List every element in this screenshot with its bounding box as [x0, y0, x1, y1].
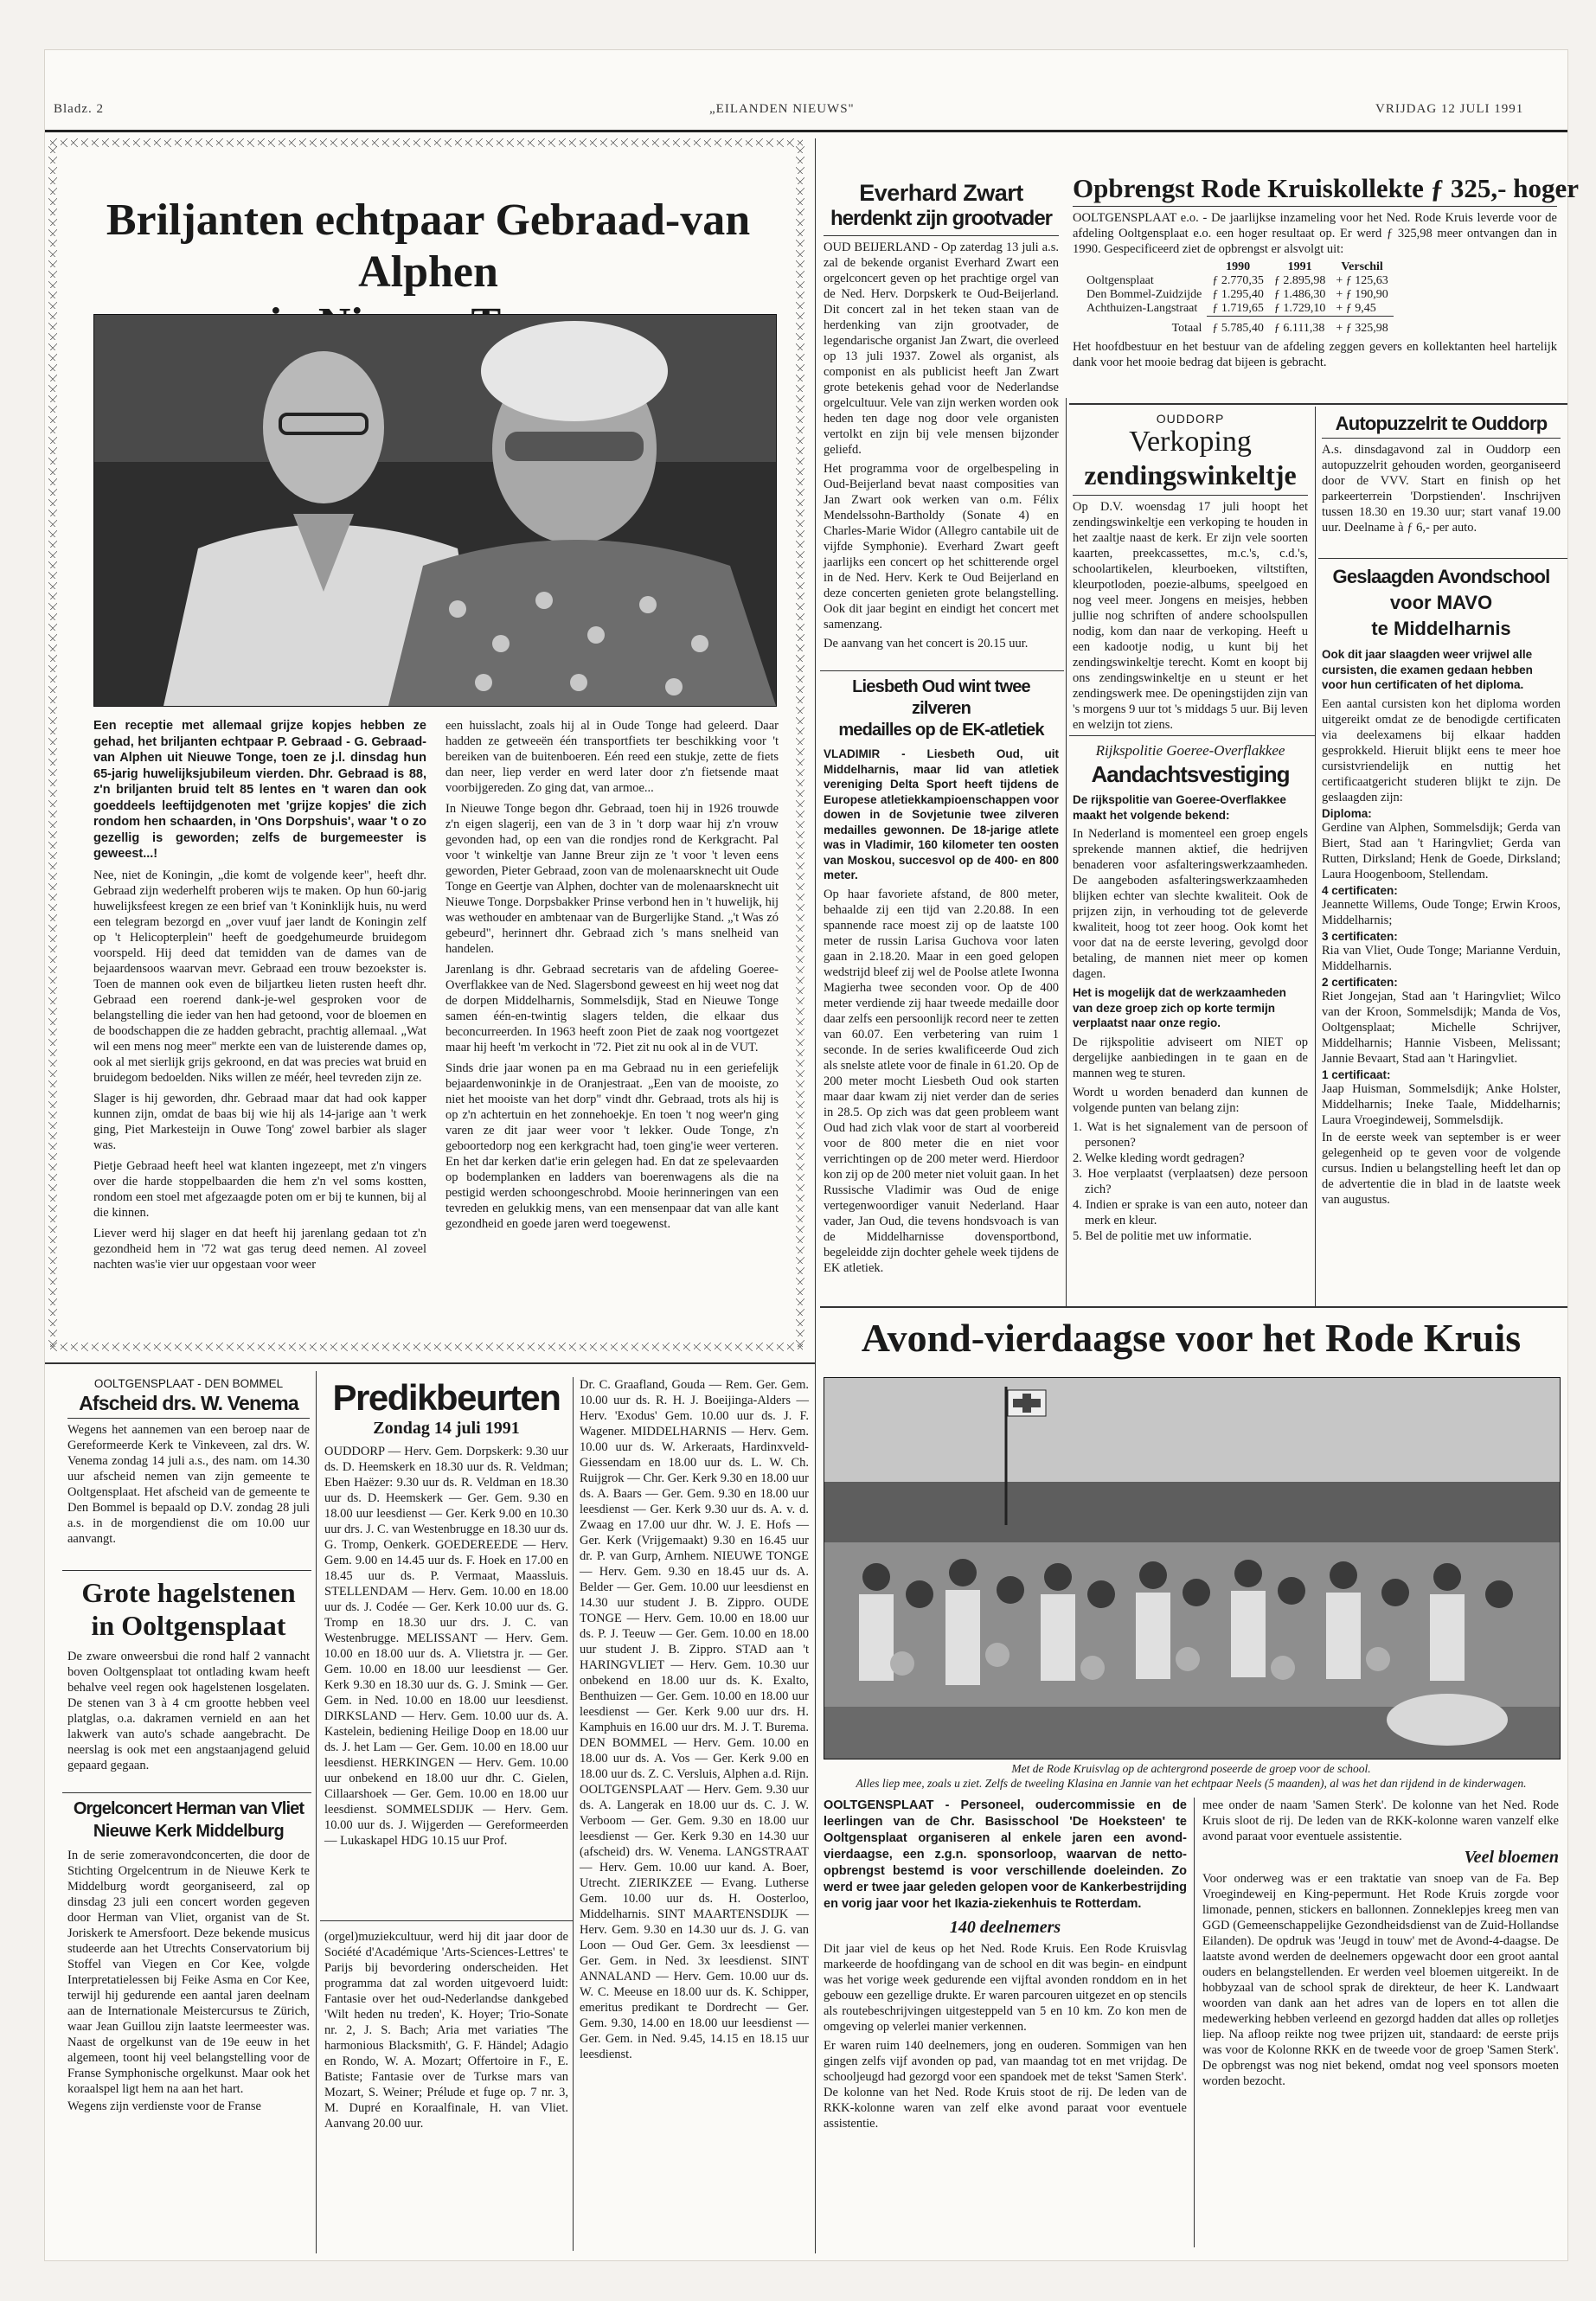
table-row — [1081, 274, 1394, 288]
opbrengst-title: Opbrengst Rode Kruiskollekte ƒ 325,- hoger — [1073, 173, 1579, 203]
vierdaagse-subhead-1: 140 deelnemers — [949, 1918, 1061, 1937]
section-rule — [45, 1362, 815, 1364]
autopuzzel-rule — [1322, 438, 1561, 439]
section-rule — [820, 1306, 1567, 1308]
total-1990: ƒ 5.785,40 — [1207, 317, 1269, 336]
couple-photo — [93, 314, 777, 707]
briljanten-column-2 — [445, 718, 779, 1237]
orgel-title-1: Orgelconcert Herman van Vliet — [73, 1799, 304, 1818]
paper-name: „EILANDEN NIEUWS" — [709, 102, 855, 116]
row-1990: ƒ 1.719,65 — [1212, 302, 1264, 315]
hagel-title-1: Grote hagelstenen — [81, 1577, 296, 1608]
zwart-rule — [824, 235, 1059, 236]
mavo-c4-label: 4 certificaten: — [1322, 883, 1398, 897]
row-1991: ƒ 1.486,30 — [1273, 288, 1326, 301]
section-rule — [820, 670, 1064, 671]
verkoping-rule — [1073, 495, 1308, 496]
zwart-text-3: De aanvang van het concert is 20.15 uur. — [824, 637, 1029, 651]
preek-column-2: Dr. C. Graafland, Gouda — Rem. Ger. Gem. 10.00 uur ds. R. H. J. Boeijinga-Alders — Herv. 'Exodus' Gem. 10.00 uur ds. J. F. Wagener. MIDDELHARNIS — Herv. Gem. 10.00 uur ds. W. Arkeraats, Hardinxveld-Giessendam en 18.00 uur ds. L. W. Ch. Ruijgrok — Chr. Ger. Kerk 9.30 en 18.00 uur ds. A. Baars — Ger. Gem. 9.30 en 18.00 uur leesdienst — Ger. Kerk 9.30 uur ds. A. v. d. Zwaag en 17.00 uur dhr. W. J. E. Hofs — Ger. Kerk (Vrijgemaakt) 9.30 en 16.45 uur dr. P. van Gurp, Arnhem. NIEUWE TONGE — Herv. Gem. 9.30 en 18.45 uur ds. A. Belder — Ger. Gem. 10.00 uur leesdienst en 14.30 uur student J. B. Zippro. OUDE TONGE — Herv. Gem. 10.00 en 18.00 uur ds. P. J. Teeuw — Ger. Gem. 10.00 en 18.00 uur student J. B. Zippro. STAD aan 't HARINGVLIET — Herv. Gem. 10.30 uur onbekend en 18.00 uur ds. K. Exalto, Benthuizen — Ger. Gem. 10.00 en 18.00 uur leesdienst — Ger. Kerk 9.00 uur drs. H. Kamphuis en 16.00 uur drs. M. J. T. Burema. DEN BOMMEL — Herv. Gem. 10.00 en 18.00 uur ds. A. Vos — Ger. Kerk 9.00 en 18.00 uur ds. Z. C. Versluis, Alphen a.d. Rijn. OOLTGENSPLAAT — Herv. Gem. 9.30 uur ds. A. Langerak en 18.00 uur ds. C. J. W. Verboom — Ger. Gem. 9.30 en 18.00 uur leesdienst — Ger. Kerk 9.30 en 14.30 uur (afscheid) drs. W. Venema. LANGSTRAAT — Herv. Gem. 10.00 uur kand. A. Boer, Utrecht. ZIERIKZEE — Evang. Lutherse Gem. 10.00 uur ds. H. Oosterloo, Middelharnis. SINT MAARTENSDIJK — Herv. Gem. 9.30 en 14.30 uur ds. J. G. van Loon — Oud Ger. Gem. 3x leesdienst — Ger. Gem. in Ned. 3x leesdienst. SINT ANNALAND — Herv. Gem. 10.00 uur ds. W. C. Meeuse en 18.00 uur ds. K. Schipper, emeritus predikant te Dordrecht — Ger. Gem. 9.30, 14.00 en 18.00 uur leesdienst — Ger. Gem. in Ned. 9.45, 14.15 en 18.15 uur leesdienst. — [580, 1378, 809, 2061]
liesbeth-lead: VLADIMIR - Liesbeth Oud, uit Middelharnis, maar lid van atletiek vereniging Delta Sport heeft tijdens de Europese atletiekkampioenschappen voor dowen in de Sovjetunie twee zilveren medailles gewonnen. De 18-jarige atlete was in Vladimir, 160 kilometer ten oosten van Moskou, succesvol op de 400- en 800 meter. — [824, 747, 1059, 881]
aandacht-kicker: Rijkspolitie Goeree-Overflakkee — [1095, 742, 1285, 759]
orgel-text-2: Wegens zijn verdienste voor de Franse — [67, 2099, 261, 2113]
venema-rule — [67, 1418, 310, 1419]
mavo-title-1: Geslaagden Avondschool — [1332, 566, 1550, 587]
page-number: Bladz. 2 — [54, 102, 104, 116]
verkoping-article — [1073, 412, 1308, 733]
opbrengst-rule — [1073, 206, 1557, 207]
mavo-diploma: Gerdine van Alphen, Sommelsdijk; Gerda van Biert, Stad aan 't Haringvliet; Gerda van Rutten, Dirksland; Henk de Goede, Dirksland; Laura Hoogenboom, Stellendam. — [1322, 820, 1561, 881]
opbrengst-table — [1081, 260, 1394, 336]
venema-title: Afscheid drs. W. Venema — [79, 1392, 298, 1414]
aandacht-text-2: De rijkspolitie adviseert om NIET op dergelijke aanbiedingen in te gaan en de mannen weg te sturen. — [1073, 1035, 1308, 1080]
vierdaagse-photo — [824, 1377, 1561, 1759]
header-rule — [45, 130, 1567, 132]
aandacht-text: In Nederland is momenteel een groep engels sprekende mannen aktief, die hedrijven benaderen voor asfalteringswerkzaamheden. De aangeboden asfalteringswerkzaamheden blijken echter van slechte kwaliteit. Ook de prijzen zijn, in verhouding tot de geleverde kwaliteit, hoog tot zeer hoog. Ook komt het voor dat na de eerste levering, gevolgd door betaling, de mannen niet meer op komen dagen. — [1073, 827, 1308, 981]
zwart-text-2: Het programma voor de orgelbespeling in Oud-Beijerland bevat naast composities van Jan Zwart ook werken van o.m. Félix Mendelssohn-Bartholdy (Sonate 4) en Charles-Marie Widor (Allegro cantabile uit de vijfde Symphonie). Everhard Zwart geeft jaarlijks een concert op het schitterende orgel in de Ned. Herv. Kerk te Oud Beijerland en deze concerten genieten grote belangstelling. Ook dit jaar begint en eindigt het concert met samenzang. — [824, 462, 1059, 631]
preek-column-1: OUDDORP — Herv. Gem. Dorpskerk: 9.30 uur ds. D. Heemskerk en 18.30 uur ds. R. Veldman; Eben Haëzer: 9.30 uur ds. R. Veldman en 18.30 uur ds. D. Heemskerk — Ger. Gem. 9.30 en 18.00 uur leesdienst — Ger. Kerk 9.00 en 10.30 uur drs. J. C. van Westenbrugge en 18.30 uur ds. G. Tromp, Oenkerk. GOEDEREEDE — Herv. Gem. 9.00 en 14.45 uur ds. F. Hoek en 17.00 en 18.45 uur ds. P. Vermaat, Maassluis. STELLENDAM — Herv. Gem. 10.00 en 18.00 uur ds. J. Codée — Ger. Kerk 10.00 uur ds. G. Tromp en 18.30 uur drs. J. C. van Westenbrugge. MELISSANT — Herv. Gem. 10.00 en 18.00 uur ds. A. Vlietstra jr. — Ger. Gem. 10.00 en 18.00 uur leesdienst — Ger. Kerk 9.30 en 18.30 uur ds. G. J. Smink — Ger. Gem. in Ned. 10.00 en 18.00 uur leesdienst. DIRKSLAND — Herv. Gem. 10.00 uur ds. A. Kastelein, bediening Heilige Doop en 18.00 uur ds. J. het Lam — Ger. Gem. 10.00 en 18.00 uur leesdienst. HERKINGEN — Herv. Gem. 10.00 uur onbekend en 18.00 uur dhr. C. Gielen, Cillaarshoek — Ger. Gem. 10.00 en 18.00 uur leesdienst. SOMMELSDIJK — Herv. Gem. 10.00 uur ds. J. Wijgerden — Gereformeerden — Lukaskapel HDG 10.15 uur Prof. — [324, 1445, 568, 1848]
opbrengst-article — [1073, 173, 1579, 370]
mavo-title-2: voor MAVO — [1389, 592, 1493, 613]
mavo-c3: Ria van Vliet, Oude Tonge; Marianne Verduin, Middelharnis. — [1322, 943, 1561, 973]
briljanten-title-line1: Briljanten echtpaar Gebraad-van Alphen — [106, 195, 751, 297]
vierdaagse-title: Avond-vierdaagse voor het Rode Kruis — [861, 1316, 1522, 1360]
column-rule — [1066, 398, 1067, 1306]
vierdaagse-subhead-2: Veel bloemen — [1464, 1848, 1559, 1867]
briljanten-p7: Jarenlang is dhr. Gebraad secretaris van de afdeling Goeree-Overflakkee van de Ned. Slagersbond geweest en hij weet nog dat de dorpen Middelharnis, Sommelsdijk, Stad en Nieuwe Tonge samen één-en-twintig slagers telden, die elkaar dus beconcurreerden. In 1963 heeft zoon Piet de zaak nog voortgezet maar hij heeft 'm verkocht in '72. Piet zit nu ook al in de VUT. — [445, 963, 779, 1054]
verkoping-kicker: OUDDORP — [1156, 412, 1225, 426]
hagel-title-2: in Ooltgensplaat — [91, 1610, 286, 1641]
ornament-border-left — [48, 143, 57, 1347]
opbrengst-outro: Het hoofdbestuur en het bestuur van de afdeling zeggen gevers en kollektanten heel hartelijk dank voor het mooie bedrag dat bijeen is gebracht. — [1073, 340, 1557, 369]
mavo-lead: Ook dit jaar slaagden weer vrijwel alle cursisten, die examen gedaan hebben voor hun certificaten of het diploma. — [1322, 648, 1533, 691]
zwart-title: Everhard Zwart — [859, 180, 1023, 206]
row-1991: ƒ 1.729,10 — [1273, 302, 1326, 315]
orgel-title-2: Nieuwe Kerk Middelburg — [93, 1822, 285, 1841]
mavo-article — [1322, 564, 1561, 1208]
vierdaagse-lead: OOLTGENSPLAAT - Personeel, oudercommissie en de leerlingen van de Chr. Basisschool 'De Hoeksteen' te Ooltgensplaat organiseren al enkele jaren een avond-vierdaagse, een z.g.n. sponsorloop, waarvan de netto-opbrengst bestemd is voor verschillende doeleinden. Zo werd er twee jaar geleden gelopen voor de Kankerbestrijding en vorig jaar voor het Ikazia-ziekenhuis te Rotterdam. — [824, 1798, 1187, 1911]
aandacht-title: Aandachtsvestiging — [1091, 761, 1290, 787]
aandacht-item: 1. Wat is het signalement van de persoon of personen? — [1073, 1119, 1308, 1150]
aandacht-item: 2. Welke kleding wordt gedragen? — [1073, 1150, 1245, 1165]
venema-article — [67, 1377, 310, 1547]
orgel-continued — [324, 1929, 568, 2131]
preek-column-2-wrap — [580, 1377, 809, 2062]
orgel-text: In de serie zomeravondconcerten, die door de Stichting Orgelcentrum in de Nieuwe Kerk te Middelburg wordt georganiseerd, zal op dinsdag 23 juli een concert worden gegeven door Herman van Vliet, organist van de St. Joriskerk te Amersfoort. Deze bekende musicus studeerde aan het Utrechts Conservatorium bij Stoffel van Viegen en Cor Kee, volgde Interpretatielessen bij Feike Asma en Cor Kee, terwijl hij gedurende een aantal jaren deelnam aan de Internationale Meistercursus te Zürich, waar Jean Guillou zijn laatste leermeester was. Naast de orgelkunst van de 19e eeuw in het algemeen, toont hij veel belangstelling voor de Franse Symphonische orgelkunst. Maar ook het koraalspel ligt hem na aan het hart. — [67, 1849, 310, 2096]
liesbeth-article — [824, 676, 1059, 1276]
row-1990: ƒ 2.770,35 — [1212, 274, 1264, 287]
autopuzzel-article — [1322, 412, 1561, 535]
mavo-c4: Jeannette Willems, Oude Tonge; Erwin Kroos, Middelharnis; — [1322, 897, 1561, 927]
column-rule — [573, 1377, 574, 2251]
liesbeth-title-2: medailles op de EK-atletiek — [838, 721, 1044, 740]
header-verschil: Verschil — [1341, 260, 1383, 273]
mavo-diploma-label: Diploma: — [1322, 806, 1372, 820]
preek-title: Predikbeurten — [332, 1377, 561, 1418]
briljanten-p4: Liever werd hij slager en dat heeft hij jarenlang gedaan tot z'n gezondheid hem in '72 wat gas terug deed nemen. Al zoveel nachten was'ie vier uur opgestaan voor weer — [93, 1226, 426, 1272]
hagel-text: De zware onweersbui die rond half 2 vannacht boven Ooltgensplaat tot ontlading kwam heeft behalve veel regen ook hagelstenen losgelaten. De stenen van 3 à 4 cm grootte hebben veel platglas, o.a. dakramen vernield en aan het lakwerk van auto's schade aangebracht. De neerslag is ook met een angstaanjagend geluid gepaard gegaan. — [67, 1650, 310, 1772]
column-rule — [815, 138, 816, 1349]
mavo-c1: Jaap Huisman, Sommelsdijk; Anke Holster, Middelharnis; Ineke Taale, Middelharnis; Laura Vroegindeweij, Sommelsdijk. — [1322, 1081, 1561, 1127]
aandacht-lead: De rijkspolitie van Goeree-Overflakkee maakt het volgende bekend: — [1073, 793, 1286, 822]
total-diff: + ƒ 325,98 — [1330, 317, 1393, 336]
zwart-subtitle: herdenkt zijn grootvader — [830, 207, 1053, 230]
verkoping-text: Op D.V. woensdag 17 juli hoopt het zendingswinkeltje een verkoping te houden in het zaaltje naast de kerk. Er zijn vele soorten kaarten, preekcassettes, m.c.'s, c.d.'s, schoolartikelen, kleurboeken, viltstiften, kleurpotloden, poezie-albums, speelgoed en nog veel meer. Jongens en meisjes, hebben jullie nog schriften of andere schoolspullen nodig, kom dan naar de verkoping. Heeft u een kadootje nodig, u kunt bij het zendingswinkeltje terecht. Komt en koopt bij ons zendingswinkeltje en u steunt er het zendingswerk mee. De openingstijden zijn van 's morgens 9 uur tot 's middags 5 uur. Bij leven en welzijn tot ziens. — [1073, 500, 1308, 732]
venema-text: Wegens het aannemen van een beroep naar de Gereformeerde Kerk te Vinkeveen, zal drs. W. Venema zondag 14 juli a.s., des nam. om 14.30 uur afscheid nemen van zijn gemeente te Ooltgensplaat. Het afscheid van de gemeente te Den Bommel is bepaald op D.V. zondag 28 juli a.s. in de morgendienst die om 10.00 uur aanvangt. — [67, 1423, 310, 1546]
briljanten-p2: Slager is hij geworden, dhr. Gebraad maar dat had ook kapper kunnen zijn, omdat de baas bij wie hij als 14-jarige aan 't werk ging, Piet Markesteijn in Ouwe Tong' zowel barbier als slager was. — [93, 1091, 426, 1152]
mavo-title-3: te Middelharnis — [1371, 618, 1511, 639]
verkoping-title-1: Verkoping — [1129, 426, 1252, 458]
briljanten-column-1 — [93, 718, 426, 1278]
briljanten-lead: Een receptie met allemaal grijze kopjes hebben ze gehad, het briljanten echtpaar P. Gebraad - G. Gebraad-van Alphen uit Nieuwe Tonge, toen ze j.l. dinsdag hun 65-jarig huwelijksjubileum vierden. Dhr. Gebraad is 88, z'n briljanten bruid telt 85 lentes en 't waren dan ook goeddeels leeftijdgenoten met 'grijze kopjes' die zich rondom hen schaarden, in 'Ons Dorpshuis', waar 't o zo gezellig is geworden; zelfs de burgemeester is geweest...! — [93, 719, 426, 861]
verkoping-title-2: zendingswinkeltje — [1084, 459, 1297, 490]
briljanten-p8: Sinds drie jaar wonen pa en ma Gebraad nu in een geriefelijk bejaardenwoninkje in de Oranjestraat. „Een van de mooiste, zo niet het mooiste van het dorp" vindt dhr. Gebraad, trots als hij is op z'n achtertuin en het zonnehoekje. En toen 't nog weer'n ging varen ze dit jaar weer voor 't lekker. Oude Tonge, z'n geboortedorp nog een kerkgracht had, toen ging'ie weer verteren. En het dar kerken dat'ie erin gelegen had. En dat ze spelevaarden op bodemplanken en ladders van boerenwagens als die na pestigid werden schoongeschrobd. Mooie herinneringen van een tevreden en gelukkig mens, van een mensenpaar dat van alle kant gezondheid en goede jaren werd toegewenst. — [445, 1061, 779, 1231]
section-rule — [1069, 735, 1315, 736]
table-total-row — [1081, 317, 1394, 336]
total-label: Totaal — [1171, 321, 1202, 335]
orgel-article — [67, 1798, 310, 2114]
row-place: Ooltgensplaat — [1086, 274, 1154, 287]
section-rule — [1318, 558, 1567, 559]
venema-kicker: OOLTGENSPLAAT - DEN BOMMEL — [93, 1377, 284, 1390]
column-rule — [1194, 1798, 1195, 2247]
ornament-border-right — [796, 143, 804, 1347]
zwart-article — [824, 180, 1059, 651]
briljanten-p1: Nee, niet de Koningin, „die komt de volgende keer", heeft dhr. Gebraad zijn wederhelft proberen wijs te maken. Op hun 60-jarig huwelijksfeest kregen ze een brief van 't Koninklijk huis, nu werd een telegram bezorgd en „over vuuf jaer landt de Koningin zelf op 't Helicopterplein" heeft de goedgehumeurde bruidegom voorspeld. Hij deed dat temidden van de dames van de bejaardensoos waarvan mevr. Gebraad een trouw bezoekster is. Toen de mannen ook even de biljartkeu lieten rusten heeft dhr. Gebraad een roerend dank-je-wel gesproken voor de belangstelling die ieder van hen had getoond, voor de bloemen en de boodschappen die ze hadden gebracht, prachtig allemaal. „Wat wil een mens nog meer" merkte een van de luisterende dames op, ook al met sierlijk grijs gekroond, en dat was precies wat bruid en bruidegom bedoelden. Niks willen ze méér, heel tevreden zijn ze. — [93, 868, 426, 1085]
column-rule — [815, 1298, 816, 2253]
mavo-text: Een aantal cursisten kon het diploma worden uitgereikt omdat ze de benodigde certificaten via deelexamens bij elkaar hadden gesprokkeld. Hieruit blijkt eens te meer hoe cursistvriendelijk en nuttig het certificaatgericht studeren blijkt te zijn. De geslaagden zijn: — [1322, 696, 1561, 804]
vierdaagse-text-3: mee onder de naam 'Samen Sterk'. De kolonne van het Ned. Rode Kruis sloot de rij. De leden van de RKK-kolonne waren vanzelf elke avond paraat voor eventuele assistentie. — [1202, 1798, 1559, 1843]
vierdaagse-caption-1: Met de Rode Kruisvlag op de achtergrond poseerde de groep voor de school. — [1011, 1762, 1371, 1775]
section-rule — [1069, 403, 1567, 405]
aandacht-article — [1073, 742, 1308, 1244]
autopuzzel-text: A.s. dinsdagavond zal in Ouddorp een autopuzzelrit gehouden worden, georganiseerd door de VVV. Start en finish op het parkeerterrein 'Dorpstienden'. Inschrijven tussen 18.30 en 19.30 uur; start vanaf 19.00 uur. Deelname à ƒ 6,- per auto. — [1322, 443, 1561, 535]
row-diff: + ƒ 125,63 — [1336, 274, 1388, 287]
header-1991: 1991 — [1287, 260, 1312, 273]
zwart-text: OUD BEIJERLAND - Op zaterdag 13 juli a.s. zal de bekende organist Everhard Zwart een orgelconcert geven op het prachtige orgel van de Ned. Herv. Dorpskerk te Oud-Beijerland. Dit concert zal in het teken staan van de herdenking van zijn grootvader, de legendarische organist Jan Zwart, die overleed op 13 juli 1937. Zowel als organist, als componist en als publicist heeft Jan Zwart grote betekenis gehad voor de Nederlandse orgelcultuur. Vele van zijn werken worden ook heden ten dage nog door vele organisten vertolkt en zijn bij vele mensen bijzonder geliefd. — [824, 240, 1059, 457]
row-1991: ƒ 2.895,98 — [1273, 274, 1326, 287]
hagel-article — [67, 1576, 310, 1773]
row-1990: ƒ 1.295,40 — [1212, 288, 1264, 301]
aandacht-bold: Het is mogelijk dat de werkzaamheden van deze groep zich op korte termijn verplaatst naar onze regio. — [1073, 986, 1286, 1029]
section-rule — [62, 1792, 311, 1793]
liesbeth-title-1: Liesbeth Oud wint twee zilveren — [852, 677, 1030, 718]
table-row — [1081, 302, 1394, 317]
ornament-border-bottom — [50, 1343, 803, 1351]
couple-photo-illustration — [94, 315, 776, 706]
section-rule — [62, 1570, 311, 1571]
header-1990: 1990 — [1226, 260, 1251, 273]
mavo-c2: Riet Jongejan, Stad aan 't Haringvliet; Wilco van der Kroon, Sommelsdijk; Manda de Vos, Ooltgensplaat; Michelle Schrijver, Middelharnis; Hannie Visbeen, Melissant; Jannie Bevaart, Stad aan 't Haringvliet. — [1322, 989, 1561, 1066]
autopuzzel-title: Autopuzzelrit te Ouddorp — [1335, 413, 1548, 434]
ornament-border-top — [50, 138, 803, 147]
row-place: Achthuizen-Langstraat — [1086, 302, 1198, 316]
row-diff: + ƒ 190,90 — [1336, 288, 1388, 301]
aandacht-text-3: Wordt u worden benaderd dan kunnen de volgende punten van belang zijn: — [1073, 1085, 1308, 1115]
issue-date: VRIJDAG 12 JULI 1991 — [1375, 102, 1524, 116]
column-rule — [1315, 407, 1316, 1306]
mavo-outro: In de eerste week van september is er weer gelegenheid op te geven voor de volgende cursus. Indien u belangstelling heeft let dan op de advertentie die in blad in de laatste week van augustus. — [1322, 1130, 1561, 1207]
liesbeth-text: Op haar favoriete afstand, de 800 meter, behaalde zij een tijd van 2.20.88. In een spannende race moest zij op de laatste 100 meter de russin Larisa Guchova voor laten gaan in 2.18.20. Maar in een goed gelopen wedstrijd bleef zij wel de Poolse atlete Iwonna Magierha twee seconden voor. Op de 400 meter verdiende zij haar tweede medaille door daar zelfs een persoonlijk record neer te zetten van 60.07. Een verbetering van ruim 1 seconde. In de series kwalificeerde Oud zich als snelste atlete voor de finale in 61.20. Op de 200 meter mocht Liesbeth Oud ook starten maar daar kwam zij niet verder dan de series in 28.5. Op zich was dat geen probleem want Oud had zich vlak voor de start al voorbereid voor de 800 meter die en niet voor verrichtingen op de 200 meter werd. Hierdoor kon zij op de 200 meter niet voluit gaan. In het Russische Vladimir was Oud de enige vertegenwoordiger vanuit Nederland. Haar vader, Jan Oud, die tevens hondsvoach is van de Middelharnisse dovensportbond, begeleidde zijn dochter gehele week tijdens de EK atletiek. — [824, 887, 1059, 1275]
aandacht-item: 5. Bel de politie met uw informatie. — [1073, 1228, 1252, 1243]
preek-date: Zondag 14 juli 1991 — [373, 1419, 520, 1438]
aandacht-item: 4. Indien er sprake is van een auto, noteer dan merk en kleur. — [1073, 1197, 1308, 1227]
total-1991: ƒ 6.111,38 — [1269, 317, 1331, 336]
orgel-continued-text: (orgel)muziekcultuur, werd hij dit jaar door de Société d'Académique 'Arts-Sciences-Lettres' te Parijs bij bevordering onderscheiden. Het programma dat zal worden uitgevoerd luidt: Fantasie over het oud-Nederlandse dankgebed 'Wilt heden nu treden', K. Hoyer; Trio-Sonate nr. 2, J. S. Bach; Aria met variaties 'The harmonious Blacksmith', G. F. Händel; Adagio en Rondo, W. A. Mozart; Offertoire in F., E. Batiste; Fantasie over de Turkse mars van Mozart, S. Weiner; Prélude et fuge op. 7 nr. 3, M. Dupré en Koraalfinale, H. van Vliet. Aanvang 20.00 uur. — [324, 1930, 568, 2131]
table-row — [1081, 288, 1394, 302]
vierdaagse-text-1: Dit jaar viel de keus op het Ned. Rode Kruis. Een Rode Kruisvlag markeerde de hoofdingang van de school en dit was begin- en eindpunt was het vorige week gedurende een vijftal avonden ronddom en in het gebouw een gezellige drukte. Er waren parcouren uitgezet en op stencils als routebeschrijvingen uitgesteppeld van 5 en 10 km. Zo kon men de omgeving op velerlei manier verkennen. — [824, 1942, 1187, 2034]
briljanten-p3: Pietje Gebraad heeft heel wat klanten ingezeept, met z'n vingers over die harde stoppelbaarden die hem z'n vel soms kostten, rondom een stoel met afgezaagde poten om er bij te kunnen, bij al die kinnen. — [93, 1158, 426, 1220]
vierdaagse-caption-2: Alles liep mee, zoals u ziet. Zelfs de tweeling Klasina en Jannie van het echtpaar Neels (5 maanden), al was het dan rijdend in de kinderwagen. — [856, 1777, 1527, 1790]
column-rule — [316, 1371, 317, 2253]
row-place: Den Bommel-Zuidzijde — [1086, 288, 1202, 301]
vierdaagse-photo-illustration — [824, 1378, 1560, 1759]
vierdaagse-column-2 — [1202, 1798, 1559, 2089]
section-rule — [320, 1920, 573, 1921]
vierdaagse-column-1 — [824, 1798, 1187, 2131]
row-diff: + ƒ 9,45 — [1336, 302, 1376, 315]
vierdaagse-text-4: Voor onderweg was er een traktatie van snoep van de Fa. Bep Vroegindeweij en King-pepermunt. Het Rode Kruis zorgde voor limonade, pennen, stickers en ballonnen. Zonneklepjes kreeg men van GGD (Gemeenschappelijke Gezondheidsdienst van de Zuid-Hollandse Eilanden). De opdruk was 'Jeugd in touw' met de Avond-4-daagse. De laatste avond werden de deelnemers opgewacht door een groot aantal ouders en belangstellenden. Er werden veel bloemen uitgereikt. In de hobbyzaal van de school sprak de direkteur, de heer K. Landwaart woorden van dank aan het adres van de lopers en tot allen die medewerking hebben verleend en gezorgd hadden dat alles op rolletjes liep. Na afloop reikte nog twee prijzen uit, standaard: de eerste prijs was voor de Kolonne RKK en de tweede voor de groep 'Samen Sterk'. De opbrengst was nog niet bekend, omdat nog veel sponsors moeten worden bezocht. — [1202, 1872, 1559, 2088]
briljanten-p5: een huisslacht, zoals hij al in Oude Tonge had geleerd. Daar hadden ze getweeën één transportfiets ter beschikking voor 't bereiken van de buitenboeren. Eén reed een stukje, zette de fiets dan neer, liep verder en werd later door z'n fietsende maat voorbijgereden. Zo ging dat, van armoe... — [445, 719, 779, 795]
mavo-c1-label: 1 certificaat: — [1322, 1067, 1391, 1081]
vierdaagse-text-2: Er waren ruim 140 deelnemers, jong en ouderen. Sommigen van hen gingen zelfs vijf avonden op pad, van maandag tot en met vrijdag. De schooljeugd had gezorgd voor een spandoek met de tekst 'Samen Sterk'. De kolonne van het Ned. Rode Kruis stoot de rij. De leden van de RKK-kolonne waren van zelf elke avond paraat voor eventuele assistentie. — [824, 2039, 1187, 2131]
aandacht-item: 3. Hoe verplaatst (verplaatsen) deze persoon zich? — [1073, 1166, 1308, 1196]
opbrengst-intro: OOLTGENSPLAAT e.o. - De jaarlijkse inzameling voor het Ned. Rode Kruis leverde voor de afdeling Ooltgensplaat e.o. een hoger resultaat op. Er werd ƒ 325,98 meer ontvangen dan in 1990. Gespecificeerd ziet de opbrengst er alsvolgt uit: — [1073, 211, 1557, 256]
mavo-c3-label: 3 certificaten: — [1322, 929, 1398, 943]
preek-article — [324, 1377, 568, 1849]
briljanten-p6: In Nieuwe Tonge begon dhr. Gebraad, toen hij in 1926 trouwde z'n eigen slagerij, een van de 3 in 't dorp waar hij z'n vrouw gevonden had, op een van die rondjes rond de Kerkgracht. Pal voor 't winkeltje van Janne Breur zijn ze 't voor 't leven eens geworden, Pieter Gebraad, zoon van de molenaarsknecht uit Oude Tonge en Geertje van Alphen, dochter van de molenaarsknecht uit Nieuwe Tonge. Dorpsbakker Prinse verbond hen in 't huwelijk, hij was wethouder en ambtenaar van de Burgerlijke Stand. „'t Was zó gebeurd", herinnert dhr. Gebraad zich 's mans snelheid van handelen. — [445, 802, 779, 956]
mavo-c2-label: 2 certificaten: — [1322, 975, 1398, 989]
